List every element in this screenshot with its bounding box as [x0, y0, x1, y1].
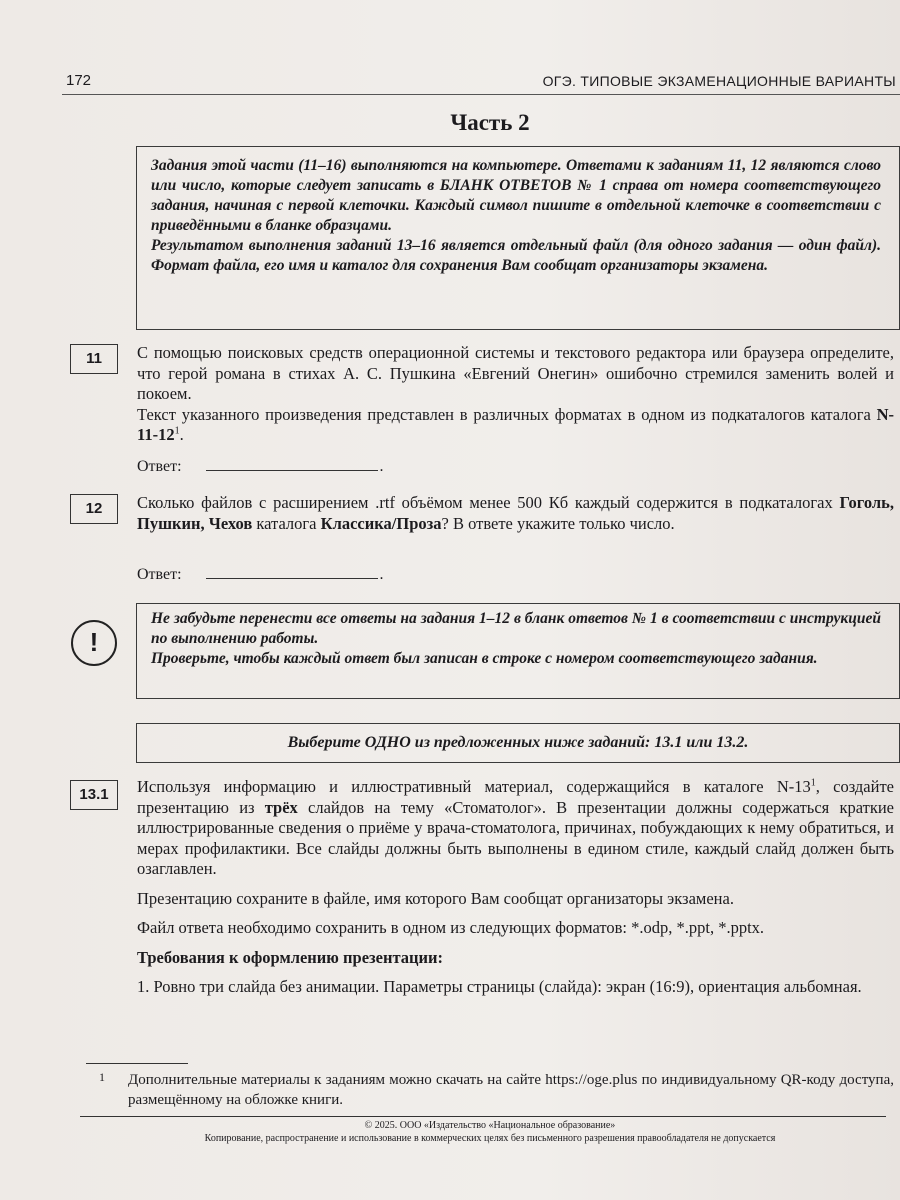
- reminder-line-1: Не забудьте перенести все ответы на задания 1–12 в бланк ответов № 1 в соответствии с инструкцией по выполнению работы.: [151, 610, 881, 647]
- reminder-line-2: Проверьте, чтобы каждый ответ был записан в строке с номером соответствующего задания.: [151, 650, 818, 667]
- task-12-dirs: Гоголь, Пушкин, Чехов: [137, 493, 894, 533]
- task-11-number: 11: [70, 344, 118, 374]
- task-13-1-paragraph-3: Файл ответа необходимо сохранить в одном из следующих форматов: *.odp, *.ppt, *.pptx.: [137, 918, 765, 937]
- copyright-line-1: © 2025. ООО «Издательство «Национальное образование»: [364, 1120, 616, 1131]
- answer-blank: [206, 564, 378, 579]
- task-12-text-1: Сколько файлов с расширением .rtf объёмом менее 500 Кб каждый содержится в подкаталогах: [137, 493, 840, 512]
- footnote-rule: [86, 1063, 188, 1064]
- footnote-ref: 1: [174, 425, 180, 437]
- reminder-box: [136, 603, 900, 699]
- intro-paragraph-2: Результатом выполнения заданий 13–16 является отдельный файл (для одного задания — один файл). Формат файла, его имя и каталог для сохранения Вам сообщат организаторы экзамена.: [151, 237, 881, 274]
- task-12-paragraph: [137, 493, 894, 534]
- task-13-1-paragraph-1: [137, 777, 894, 880]
- task-11-paragraph-2-text: Текст указанного произведения представлен в различных форматах в одном из подкаталогов каталога: [137, 404, 877, 424]
- copyright-line-2: Копирование, распространение и использование в коммерческих целях без письменного разрешения правообладателя не допускается: [204, 1133, 776, 1144]
- task-13-1-text-a: Используя информацию и иллюстративный материал, содержащийся в каталоге N-13: [137, 777, 811, 796]
- task-13-1-text-b: , создайте презентацию из: [137, 777, 894, 817]
- answer-dot: .: [379, 458, 384, 475]
- footnote-text: Дополнительные материалы к заданиям можно скачать на сайте https://oge.plus по индивидуальному QR-коду доступа, размещённому на обложке книги.: [128, 1072, 894, 1108]
- footnote-mark: 1: [99, 1070, 105, 1084]
- task-12-catalog: Классика/Проза: [320, 513, 442, 533]
- task-12-text-3: ? В ответе укажите только число.: [441, 513, 675, 533]
- task-13-1-text-c: слайдов на тему «Стоматолог». В презентации должны содержаться краткие иллюстрированные сведения о приёме у врача-стоматолога, причинах, побуждающих к нему обратиться, и мерах профилактики. Все слайды должны быть выполнены в едином стиле, каждый слайд должен быть озаглавлен.: [137, 797, 894, 878]
- task-12-number: 12: [70, 494, 118, 524]
- exclamation-circle-icon: !: [71, 620, 117, 666]
- answer-dot: .: [379, 566, 384, 583]
- page-number: 172: [66, 72, 92, 89]
- task-13-1-text: [137, 777, 894, 998]
- answer-label: Ответ:: [137, 458, 182, 475]
- task-13-1-requirement-1: 1. Ровно три слайда без анимации. Параметры страницы (слайда): экран (16:9), ориентация альбомная.: [137, 977, 862, 996]
- task-11-paragraph-2-end: .: [179, 425, 184, 444]
- task-13-1-number: 13.1: [70, 780, 118, 810]
- running-title: ОГЭ. ТИПОВЫЕ ЭКЗАМЕНАЦИОННЫЕ ВАРИАНТЫ: [542, 73, 896, 89]
- task-11-paragraph-1: С помощью поисковых средств операционной системы и текстового редактора или браузера определите, что герой романа в стихах А. С. Пушкина «Евгений Онегин» ошибочно стремился заменить волей и покоем.: [137, 343, 894, 403]
- task-11-paragraph-2: [137, 405, 894, 446]
- intro-paragraph-1: Задания этой части (11–16) выполняются на компьютере. Ответами к заданиям 11, 12 являются слово или число, которые следует записать в БЛАНК ОТВЕТОВ № 1 справа от номера соответствующего задания, начиная с первой клеточки. Каждый символ пишите в отдельной клеточке в соответствии с приведёнными в бланке образцами.: [151, 157, 881, 234]
- task-13-1-bold: трёх: [264, 797, 298, 817]
- choose-task-box: Выберите ОДНО из предложенных ниже заданий: 13.1 или 13.2.: [136, 723, 900, 763]
- footer-rule: [80, 1116, 886, 1117]
- intro-instructions-box: [136, 146, 900, 330]
- task-12-text-2: каталога: [252, 513, 321, 533]
- footnote-ref: 1: [810, 777, 816, 789]
- task-11-catalog: N-11-12: [137, 404, 894, 444]
- requirements-title: Требования к оформлению презентации:: [137, 947, 444, 967]
- header-rule: [62, 94, 900, 95]
- task-12-text: [137, 493, 894, 534]
- task-13-1-paragraph-2: Презентацию сохраните в файле, имя которого Вам сообщат организаторы экзамена.: [137, 888, 734, 908]
- task-12-answer: [137, 564, 384, 584]
- task-11-answer: [137, 456, 384, 476]
- answer-label: Ответ:: [137, 566, 182, 583]
- answer-blank: [206, 456, 378, 471]
- task-11-text: [137, 343, 894, 446]
- task-13-1-requirements-title: [137, 948, 894, 969]
- part-title: Часть 2: [450, 110, 530, 135]
